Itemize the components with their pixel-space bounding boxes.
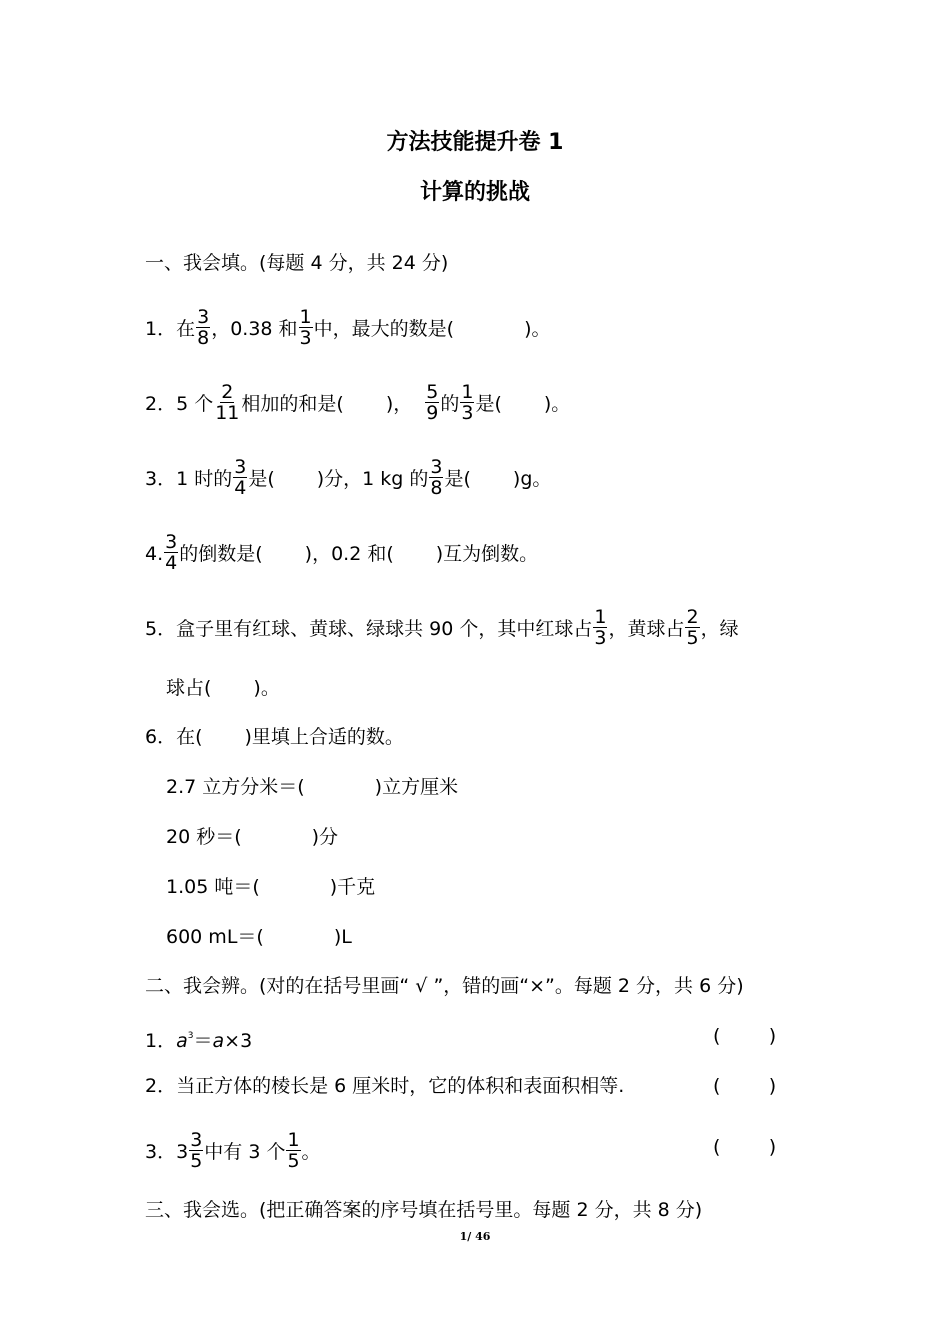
section1-heading: 一、我会填。(每题 4 分，共 24 分) — [145, 252, 449, 274]
question-1-3: 3．1 时的 $\frac{3}{4}$ 是( )分，1 kg 的 $\frac{3}{8}$ 是( )g。 — [145, 456, 552, 499]
fraction: $\frac{3}{8}$ — [197, 306, 210, 349]
question-1-2: 2．5 个 $\frac{2}{11}$ 相加的和是( )， $\frac{5}{9}$ 的 $\frac{1}{3}$ 是( )。 — [145, 381, 571, 424]
fraction: $\frac{3}{4}$ — [165, 531, 178, 574]
answer-paren[interactable]: ( ) — [713, 1075, 777, 1097]
conversion-item: 2.7 立方分米＝( )立方厘米 — [166, 776, 459, 798]
fraction: $\frac{2}{11}$ — [215, 381, 240, 424]
fraction: $\frac{1}{5}$ — [287, 1129, 300, 1172]
question-1-4: 4. $\frac{3}{4}$ 的倒数是( )，0.2 和( )互为倒数。 — [145, 531, 539, 574]
question-1-5-cont: 球占( )。 — [166, 677, 280, 699]
question-1-6: 6．在( )里填上合适的数。 — [145, 726, 404, 748]
section3-heading: 三、我会选。(把正确答案的序号填在括号里。每题 2 分，共 8 分) — [145, 1199, 703, 1221]
page-title: 方法技能提升卷 1 — [386, 130, 564, 155]
fraction: $\frac{1}{3}$ — [594, 606, 607, 649]
page-subtitle: 计算的挑战 — [419, 180, 530, 205]
conversion-item: 20 秒＝( )分 — [166, 826, 339, 848]
question-2-2: 2．当正方体的棱长是 6 厘米时，它的体积和表面积相等. — [145, 1075, 625, 1097]
answer-paren[interactable]: ( ) — [713, 1136, 777, 1158]
fraction: $\frac{3}{5}$ — [190, 1129, 203, 1172]
conversion-item: 600 mL＝( )L — [166, 926, 352, 948]
fraction: $\frac{1}{3}$ — [299, 306, 312, 349]
fraction: $\frac{2}{5}$ — [686, 606, 699, 649]
page-number: 1/ 46 — [459, 1230, 491, 1243]
question-2-3: 3．3 $\frac{3}{5}$ 中有 3 个 $\frac{1}{5}$ 。 — [145, 1129, 321, 1172]
fraction: $\frac{1}{3}$ — [461, 381, 474, 424]
fraction: $\frac{3}{8}$ — [430, 456, 443, 499]
fraction: $\frac{5}{9}$ — [426, 381, 439, 424]
question-2-1: 1．$a^3=a\times 3$ — [145, 1030, 253, 1052]
answer-paren[interactable]: ( ) — [713, 1025, 777, 1047]
question-1-5: 5．盒子里有红球、黄球、绿球共 90 个，其中红球占 $\frac{1}{3}$ ，黄球占 $\frac{2}{5}$ ，绿 — [145, 606, 739, 649]
fraction: $\frac{3}{4}$ — [234, 456, 247, 499]
section2-heading: 二、我会辨。(对的在括号里画“ √ ”，错的画“×”。每题 2 分，共 6 分) — [145, 975, 744, 997]
question-1-1: 1．在 $\frac{3}{8}$ ，0.38 和 $\frac{1}{3}$ 中，最大的数是( )。 — [145, 306, 551, 349]
conversion-item: 1.05 吨＝( )千克 — [166, 876, 376, 898]
